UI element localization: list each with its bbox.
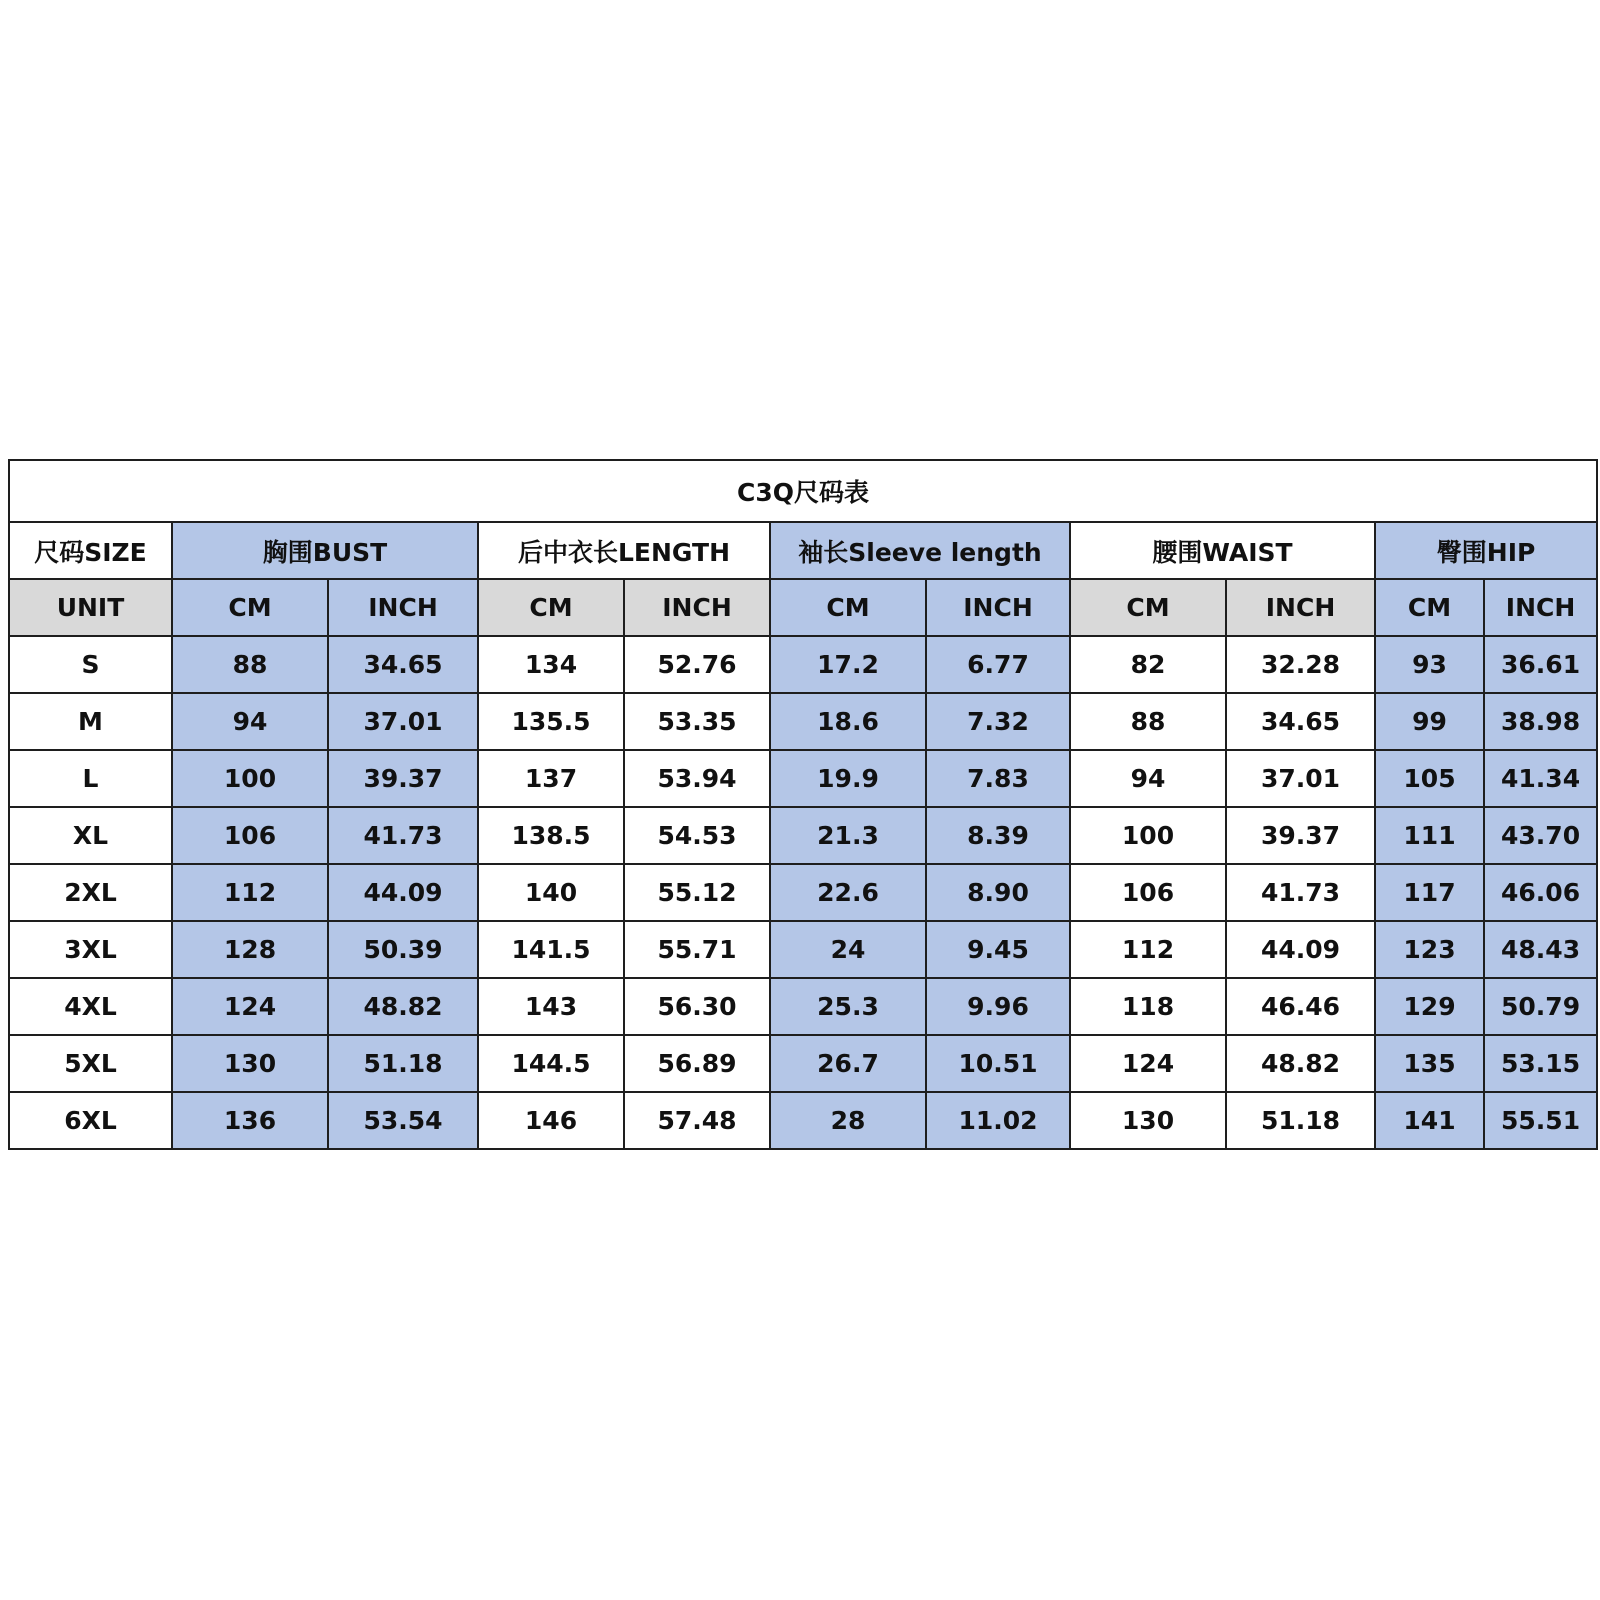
- value-cell: 34.65: [328, 636, 478, 693]
- size-cell: 2XL: [9, 864, 172, 921]
- value-cell: 39.37: [328, 750, 478, 807]
- value-cell: 53.94: [624, 750, 770, 807]
- size-chart-table: [8, 459, 1598, 1150]
- group-header-waist: 腰围WAIST: [1070, 522, 1375, 579]
- value-cell: 51.18: [1226, 1092, 1375, 1149]
- value-cell: 37.01: [1226, 750, 1375, 807]
- value-cell: 111: [1375, 807, 1484, 864]
- unit-cm: CM: [1375, 579, 1484, 636]
- value-cell: 19.9: [770, 750, 926, 807]
- value-cell: 146: [478, 1092, 624, 1149]
- value-cell: 54.53: [624, 807, 770, 864]
- value-cell: 123: [1375, 921, 1484, 978]
- size-cell: XL: [9, 807, 172, 864]
- value-cell: 17.2: [770, 636, 926, 693]
- value-cell: 48.43: [1484, 921, 1597, 978]
- value-cell: 93: [1375, 636, 1484, 693]
- value-cell: 7.83: [926, 750, 1070, 807]
- value-cell: 46.06: [1484, 864, 1597, 921]
- size-cell: 5XL: [9, 1035, 172, 1092]
- value-cell: 53.15: [1484, 1035, 1597, 1092]
- table-row: [9, 921, 1597, 978]
- value-cell: 51.18: [328, 1035, 478, 1092]
- value-cell: 48.82: [328, 978, 478, 1035]
- unit-cm: CM: [172, 579, 328, 636]
- size-cell: M: [9, 693, 172, 750]
- group-header-sleeve-length: 袖长Sleeve length: [770, 522, 1070, 579]
- value-cell: 94: [1070, 750, 1226, 807]
- value-cell: 46.46: [1226, 978, 1375, 1035]
- value-cell: 105: [1375, 750, 1484, 807]
- value-cell: 36.61: [1484, 636, 1597, 693]
- unit-cm: CM: [770, 579, 926, 636]
- value-cell: 25.3: [770, 978, 926, 1035]
- size-cell: L: [9, 750, 172, 807]
- value-cell: 9.96: [926, 978, 1070, 1035]
- value-cell: 53.54: [328, 1092, 478, 1149]
- table-row: [9, 636, 1597, 693]
- table-row: [9, 807, 1597, 864]
- value-cell: 117: [1375, 864, 1484, 921]
- unit-inch: INCH: [624, 579, 770, 636]
- unit-inch: INCH: [1484, 579, 1597, 636]
- value-cell: 88: [172, 636, 328, 693]
- value-cell: 52.76: [624, 636, 770, 693]
- value-cell: 44.09: [328, 864, 478, 921]
- size-cell: 3XL: [9, 921, 172, 978]
- value-cell: 24: [770, 921, 926, 978]
- size-cell: S: [9, 636, 172, 693]
- value-cell: 48.82: [1226, 1035, 1375, 1092]
- value-cell: 82: [1070, 636, 1226, 693]
- unit-cm: CM: [1070, 579, 1226, 636]
- table-row: [9, 1035, 1597, 1092]
- group-header-bust: 胸围BUST: [172, 522, 478, 579]
- value-cell: 41.34: [1484, 750, 1597, 807]
- value-cell: 55.12: [624, 864, 770, 921]
- value-cell: 10.51: [926, 1035, 1070, 1092]
- value-cell: 9.45: [926, 921, 1070, 978]
- value-cell: 141: [1375, 1092, 1484, 1149]
- value-cell: 37.01: [328, 693, 478, 750]
- value-cell: 43.70: [1484, 807, 1597, 864]
- unit-cm: CM: [478, 579, 624, 636]
- value-cell: 143: [478, 978, 624, 1035]
- size-header: 尺码SIZE: [9, 522, 172, 579]
- value-cell: 99: [1375, 693, 1484, 750]
- value-cell: 141.5: [478, 921, 624, 978]
- group-header-hip: 臀围HIP: [1375, 522, 1597, 579]
- unit-inch: INCH: [328, 579, 478, 636]
- value-cell: 41.73: [1226, 864, 1375, 921]
- value-cell: 136: [172, 1092, 328, 1149]
- value-cell: 55.51: [1484, 1092, 1597, 1149]
- value-cell: 50.79: [1484, 978, 1597, 1035]
- value-cell: 118: [1070, 978, 1226, 1035]
- value-cell: 106: [172, 807, 328, 864]
- value-cell: 130: [1070, 1092, 1226, 1149]
- value-cell: 34.65: [1226, 693, 1375, 750]
- value-cell: 18.6: [770, 693, 926, 750]
- table-row: [9, 864, 1597, 921]
- value-cell: 128: [172, 921, 328, 978]
- value-cell: 11.02: [926, 1092, 1070, 1149]
- value-cell: 53.35: [624, 693, 770, 750]
- value-cell: 41.73: [328, 807, 478, 864]
- value-cell: 6.77: [926, 636, 1070, 693]
- table-title: C3Q尺码表: [9, 460, 1597, 522]
- value-cell: 8.90: [926, 864, 1070, 921]
- unit-inch: INCH: [926, 579, 1070, 636]
- value-cell: 140: [478, 864, 624, 921]
- value-cell: 38.98: [1484, 693, 1597, 750]
- value-cell: 57.48: [624, 1092, 770, 1149]
- value-cell: 135.5: [478, 693, 624, 750]
- value-cell: 100: [172, 750, 328, 807]
- value-cell: 144.5: [478, 1035, 624, 1092]
- group-header-length: 后中衣长LENGTH: [478, 522, 770, 579]
- value-cell: 7.32: [926, 693, 1070, 750]
- value-cell: 55.71: [624, 921, 770, 978]
- value-cell: 137: [478, 750, 624, 807]
- value-cell: 94: [172, 693, 328, 750]
- value-cell: 129: [1375, 978, 1484, 1035]
- table-row: [9, 750, 1597, 807]
- size-cell: 4XL: [9, 978, 172, 1035]
- value-cell: 106: [1070, 864, 1226, 921]
- unit-inch: INCH: [1226, 579, 1375, 636]
- value-cell: 21.3: [770, 807, 926, 864]
- unit-label: UNIT: [9, 579, 172, 636]
- value-cell: 112: [172, 864, 328, 921]
- value-cell: 112: [1070, 921, 1226, 978]
- value-cell: 138.5: [478, 807, 624, 864]
- value-cell: 22.6: [770, 864, 926, 921]
- value-cell: 32.28: [1226, 636, 1375, 693]
- value-cell: 44.09: [1226, 921, 1375, 978]
- table-row: [9, 693, 1597, 750]
- table-row: [9, 1092, 1597, 1149]
- value-cell: 88: [1070, 693, 1226, 750]
- value-cell: 130: [172, 1035, 328, 1092]
- value-cell: 8.39: [926, 807, 1070, 864]
- size-rows: [9, 636, 1597, 1149]
- value-cell: 39.37: [1226, 807, 1375, 864]
- value-cell: 124: [1070, 1035, 1226, 1092]
- value-cell: 134: [478, 636, 624, 693]
- value-cell: 50.39: [328, 921, 478, 978]
- value-cell: 26.7: [770, 1035, 926, 1092]
- size-cell: 6XL: [9, 1092, 172, 1149]
- value-cell: 100: [1070, 807, 1226, 864]
- value-cell: 56.89: [624, 1035, 770, 1092]
- value-cell: 135: [1375, 1035, 1484, 1092]
- table-row: [9, 978, 1597, 1035]
- value-cell: 28: [770, 1092, 926, 1149]
- value-cell: 124: [172, 978, 328, 1035]
- value-cell: 56.30: [624, 978, 770, 1035]
